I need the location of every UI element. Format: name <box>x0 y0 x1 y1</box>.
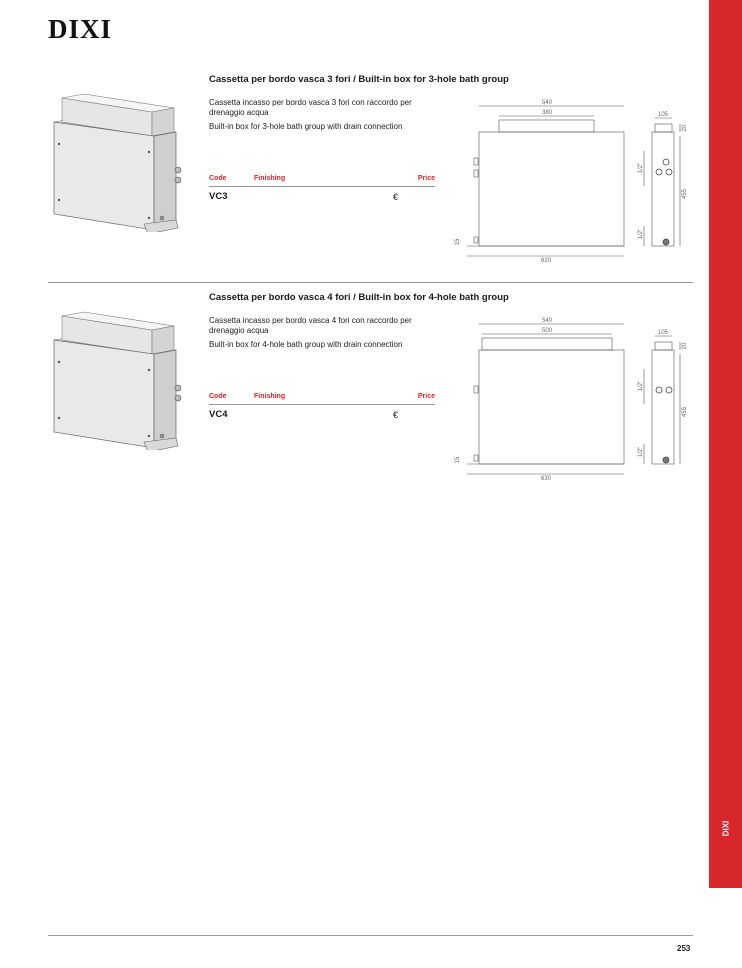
price-currency: € <box>393 410 399 420</box>
dim-top-small: 20 <box>682 124 688 132</box>
dim-height: 455 <box>682 406 688 418</box>
side-tab-label: DIXI <box>721 820 731 837</box>
dim-foot: 15 <box>455 456 461 464</box>
footer-rule <box>48 935 693 936</box>
dim-top-width: 540 <box>541 100 553 106</box>
price-table-header <box>209 175 435 187</box>
price-header: Price <box>417 175 435 182</box>
dim-bottom-width: 630 <box>540 476 552 482</box>
price-header: Price <box>417 393 435 400</box>
price-currency: € <box>393 192 399 202</box>
dim-height: 455 <box>682 188 688 200</box>
dim-depth: 105 <box>657 112 669 118</box>
code-header: Code <box>209 175 227 182</box>
finishing-header: Finishing <box>254 175 286 182</box>
product-code: VC3 <box>209 191 228 202</box>
product-title: Cassetta per bordo vasca 3 fori / Built-in box for 3-hole bath group <box>209 74 509 85</box>
brand-logo: DIXI <box>48 14 113 44</box>
product-code: VC4 <box>209 409 228 420</box>
dim-conn-a: 1/2" <box>638 380 644 392</box>
side-tab <box>709 0 742 888</box>
dim-inner-width: 380 <box>541 110 553 116</box>
section-divider <box>48 282 693 283</box>
dim-foot: 15 <box>455 238 461 246</box>
technical-drawing <box>450 96 700 266</box>
product-photo <box>44 310 184 450</box>
code-header: Code <box>209 393 227 400</box>
dim-depth: 105 <box>657 330 669 336</box>
dim-conn-b: 1/2" <box>638 446 644 458</box>
finishing-header: Finishing <box>254 393 286 400</box>
description-it: Cassetta incasso per bordo vasca 4 fori con raccordo per drenaggio acqua <box>209 316 412 335</box>
price-table-header <box>209 393 435 405</box>
dim-inner-width: 500 <box>541 328 553 334</box>
description-en: Built-in box for 3-hole bath group with drain connection <box>209 122 403 131</box>
dim-conn-b: 1/2" <box>638 228 644 240</box>
technical-drawing <box>450 314 700 484</box>
description-it: Cassetta incasso per bordo vasca 3 fori con raccordo per drenaggio acqua <box>209 98 412 117</box>
dim-bottom-width: 620 <box>540 258 552 264</box>
dim-top-width: 540 <box>541 318 553 324</box>
product-title: Cassetta per bordo vasca 4 fori / Built-in box for 4-hole bath group <box>209 292 509 303</box>
product-photo <box>44 92 184 232</box>
description-en: Built-in box for 4-hole bath group with drain connection <box>209 340 403 349</box>
page-number: 253 <box>677 944 691 953</box>
dim-conn-a: 1/2" <box>638 162 644 174</box>
dim-top-small: 20 <box>682 342 688 350</box>
